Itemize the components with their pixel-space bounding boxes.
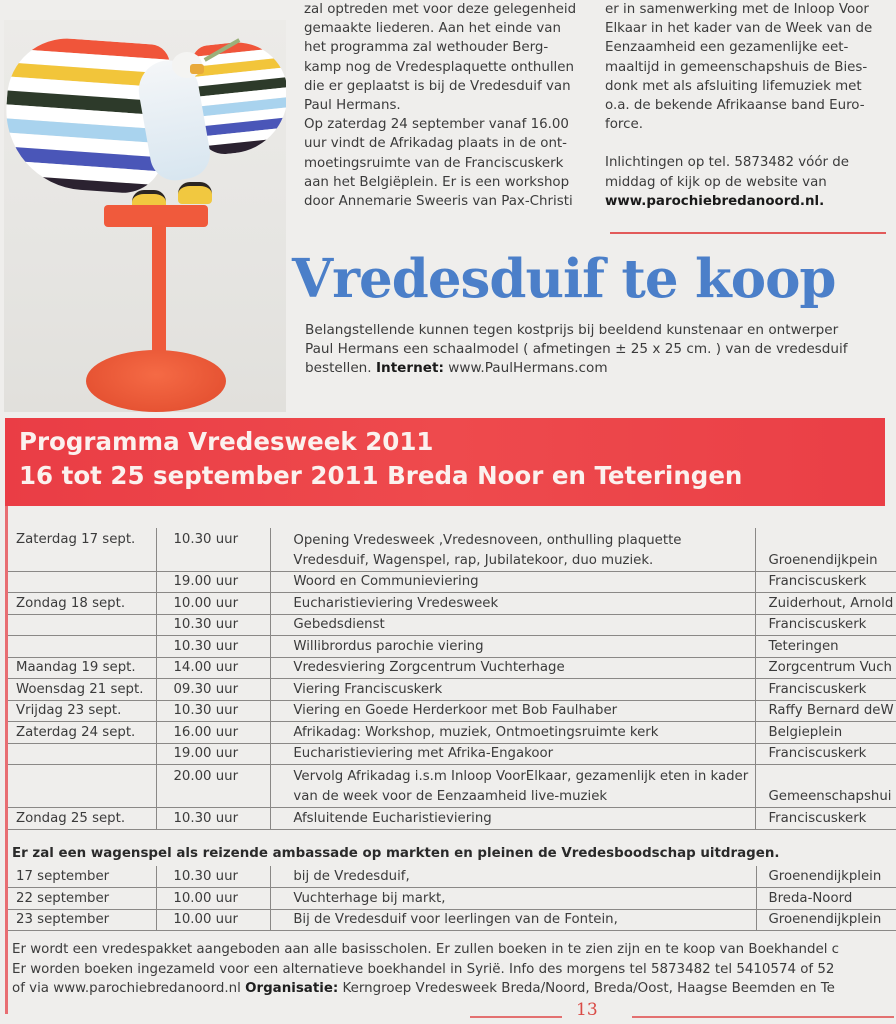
place-cell: Gemeenschapshui — [756, 765, 896, 808]
activity-cell: Vervolg Afrikadag i.s.m Inloop VoorElkaar, gezamenlijk eten in kader van de week voor de Eenzaamheid live-muziek — [271, 765, 756, 808]
place-cell: Franciscuskerk — [756, 679, 896, 701]
text-line: donk met als afsluiting lifemuziek met — [605, 78, 862, 94]
day-cell: Woensdag 21 sept. — [16, 681, 144, 697]
text-line: Op zaterdag 24 september vanaf 16.00 — [304, 117, 569, 133]
day-cell: Vrijdag 23 sept. — [16, 703, 122, 718]
text-line: kamp nog de Vredesplaquette onthullen — [304, 59, 574, 75]
time-cell: 10.00 uur — [157, 888, 271, 910]
organisatie-label: Organisatie: — [245, 981, 339, 996]
day-cell — [8, 636, 157, 658]
activity-cell: Gebedsdienst — [271, 614, 756, 636]
time-cell: 09.30 uur — [157, 679, 271, 701]
text-line: Eenzaamheid een gezamenlijke eet- — [605, 40, 849, 56]
article-body — [305, 321, 890, 378]
program-footer — [12, 940, 896, 999]
place-cell: Zorgcentrum Vuch — [756, 657, 896, 679]
text-line: moetingsruimte van de Franciscuskerk — [304, 155, 564, 171]
text-line: Belangstellende kunnen tegen kostprijs bij beeldend kunstenaar en ontwerper — [305, 322, 839, 338]
day-cell — [8, 614, 157, 636]
activity-cell: Viering en Goede Herderkoor met Bob Faulhaber — [271, 700, 756, 722]
text-line: zal optreden met voor deze gelegenheid — [304, 2, 577, 17]
date-cell: 23 september — [16, 912, 110, 927]
page-rule-left — [470, 1016, 562, 1018]
article-column-right — [605, 0, 887, 211]
table-row — [8, 636, 896, 658]
day-cell: Zaterdag 17 sept. — [16, 532, 136, 547]
day-cell — [8, 765, 157, 808]
activity-cell: Bij de Vredesduif voor leerlingen van de Fontein, — [271, 909, 756, 931]
place-cell: Franciscuskerk — [756, 743, 896, 765]
wagenspel-heading: Er zal een wagenspel als reizende ambassade op markten en pleinen de Vredesboodschap uitdragen. — [12, 846, 780, 861]
internet-label: Internet: — [375, 360, 444, 376]
text-line: uur vindt de Afrikadag plaats in de ont- — [304, 136, 568, 152]
time-cell: 19.00 uur — [157, 743, 271, 765]
table-row — [8, 571, 896, 593]
day-cell — [8, 571, 157, 593]
text-line: Paul Hermans. — [304, 98, 401, 114]
time-cell: 20.00 uur — [157, 765, 271, 808]
page-number: 13 — [576, 1000, 598, 1020]
table-row — [8, 593, 896, 615]
wagenspel-table — [8, 866, 896, 931]
website-link[interactable]: www.parochiebredanoord.nl. — [605, 193, 825, 209]
table-row — [8, 722, 896, 744]
activity-cell: Eucharistieviering Vredesweek — [271, 593, 756, 615]
program-subtitle: 16 tot 25 september 2011 Breda Noor en Teteringen — [19, 461, 743, 490]
table-row — [8, 679, 896, 701]
date-cell: 22 september — [16, 890, 110, 906]
text-line: er in samenwerking met de Inloop Voor — [605, 2, 869, 17]
activity-cell: Willibrordus parochie viering — [271, 636, 756, 658]
place-cell: Belgieplein — [756, 722, 896, 744]
time-cell: 19.00 uur — [157, 571, 271, 593]
activity-cell: bij de Vredesduif, — [271, 866, 756, 888]
place-cell: Groenendijkplein — [756, 866, 896, 888]
time-cell: 10.00 uur — [157, 593, 271, 615]
time-cell: 16.00 uur — [157, 722, 271, 744]
activity-cell: Eucharistieviering met Afrika-Engakoor — [271, 743, 756, 765]
text-line: middag of kijk op de website van — [605, 174, 827, 190]
text-line: door Annemarie Sweeris van Pax-Christi — [304, 194, 573, 210]
program-banner — [5, 418, 885, 506]
time-cell: 10.30 uur — [157, 614, 271, 636]
time-cell: 10.30 uur — [157, 528, 271, 571]
article-column-left — [304, 0, 596, 211]
time-cell: 14.00 uur — [157, 657, 271, 679]
time-cell: 10.30 uur — [157, 866, 271, 888]
text-line: force. — [605, 117, 643, 133]
text-line: het programma zal wethouder Berg- — [304, 40, 549, 56]
place-cell: Zuiderhout, Arnold — [756, 593, 896, 615]
table-row — [8, 888, 896, 910]
text-line: maaltijd in gemeenschapshuis de Bies- — [605, 59, 868, 75]
place-cell: Breda-Noord — [756, 888, 896, 910]
place-cell: Raffy Bernard deW — [756, 700, 896, 722]
table-row — [8, 528, 896, 571]
activity-cell: Woord en Communieviering — [271, 571, 756, 593]
text-line: die er geplaatst is bij de Vredesduif van — [304, 78, 571, 94]
activity-cell: Viering Franciscuskerk — [271, 679, 756, 701]
activity-cell: Opening Vredesweek ,Vredesnoveen, onthulling plaquette Vredesduif, Wagenspel, rap, Jubilatekoor, duo muziek. — [271, 528, 756, 571]
text-line: Paul Hermans een schaalmodel ( afmetingen ± 25 x 25 cm. ) van de vredesduif — [305, 341, 848, 357]
article-headline: Vredesduif te koop — [292, 248, 836, 310]
dove-foot — [178, 182, 212, 204]
table-row — [8, 808, 896, 830]
table-row — [8, 866, 896, 888]
day-cell: Maandag 19 sept. — [16, 660, 136, 675]
program-table — [8, 528, 896, 830]
activity-cell: Vuchterhage bij markt, — [271, 888, 756, 910]
text-line: of via www.parochiebredanoord.nl Organisatie: Kerngroep Vredesweek Breda/Noord, Breda/Oost, Haagse Beemden en Te — [12, 981, 835, 996]
time-cell: 10.30 uur — [157, 700, 271, 722]
vredesduif-photo — [4, 20, 286, 412]
program-title: Programma Vredesweek 2011 — [19, 427, 434, 456]
place-cell: Franciscuskerk — [756, 808, 896, 830]
place-cell: Groenendijkplein — [756, 909, 896, 931]
pedestal-top — [104, 205, 208, 227]
place-cell: Teteringen — [756, 636, 896, 658]
time-cell: 10.30 uur — [157, 636, 271, 658]
day-cell: Zondag 25 sept. — [16, 810, 126, 826]
pedestal-base — [86, 350, 226, 412]
text-line: o.a. de bekende Afrikaanse band Euro- — [605, 98, 865, 114]
date-cell: 17 september — [16, 869, 110, 884]
parochie-link[interactable]: of via www.parochiebredanoord.nl — [12, 981, 246, 996]
activity-cell: Afrikadag: Workshop, muziek, Ontmoetingsruimte kerk — [271, 722, 756, 744]
place-cell: Franciscuskerk — [756, 571, 896, 593]
dove-beak — [190, 64, 204, 74]
table-row — [8, 909, 896, 931]
time-cell: 10.00 uur — [157, 909, 271, 931]
text-line: aan het Belgiëplein. Er is een workshop — [304, 174, 570, 190]
text-line: Elkaar in het kader van de Week van de — [605, 21, 873, 37]
page-rule-right — [632, 1016, 894, 1018]
text-line: gemaakte liederen. Aan het einde van — [304, 21, 561, 37]
place-cell: Franciscuskerk — [756, 614, 896, 636]
place-cell: Groenendijkpein — [756, 528, 896, 571]
activity-cell: Vredesviering Zorgcentrum Vuchterhage — [271, 657, 756, 679]
table-row — [8, 657, 896, 679]
time-cell: 10.30 uur — [157, 808, 271, 830]
table-row — [8, 614, 896, 636]
text-line: Er worden boeken ingezameld voor een alternatieve boekhandel in Syrië. Info des morgens tel 5873482 tel 5410574 of 52 — [12, 961, 835, 977]
table-row — [8, 743, 896, 765]
pedestal-pole — [152, 225, 166, 355]
text-line: bestellen. Internet: www.PaulHermans.com — [305, 360, 608, 376]
day-cell: Zondag 18 sept. — [16, 595, 126, 611]
day-cell: Zaterdag 24 sept. — [16, 724, 136, 740]
text-line: Er wordt een vredespakket aangeboden aan alle basisscholen. Er zullen boeken in te zien zijn en te koop van Boekhandel c — [12, 942, 840, 957]
section-divider — [610, 232, 886, 234]
table-row — [8, 700, 896, 722]
text-line: Inlichtingen op tel. 5873482 vóór de — [605, 155, 850, 171]
activity-cell: Afsluitende Eucharistieviering — [271, 808, 756, 830]
paulhermans-link[interactable]: www.PaulHermans.com — [443, 360, 608, 376]
table-row — [8, 765, 896, 808]
day-cell — [8, 743, 157, 765]
